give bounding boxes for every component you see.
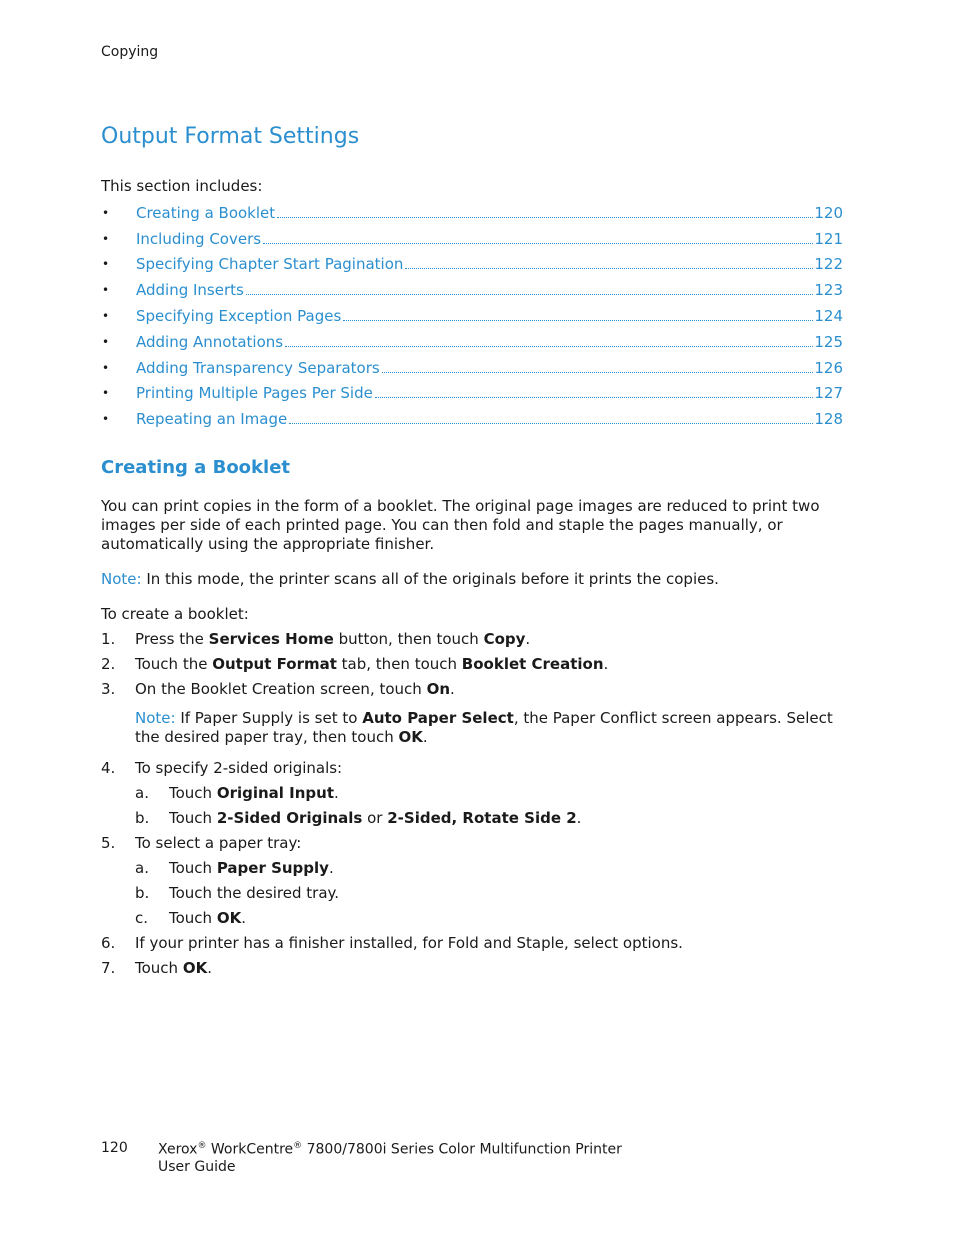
text-run: Touch [169, 909, 217, 927]
step-text [169, 809, 581, 828]
product-name: WorkCentre [206, 1141, 294, 1158]
step-number: 2. [101, 655, 116, 673]
toc-link-creating-a-booklet[interactable] [136, 204, 843, 222]
toc-leader-dots [285, 345, 813, 347]
substep-letter: c. [135, 909, 149, 927]
text-run: . [603, 655, 609, 673]
toc-item-page: 127 [814, 384, 843, 403]
text-run: Touch [169, 784, 217, 802]
note-label: Note: [101, 570, 142, 588]
toc-item-title: Including Covers [136, 229, 262, 248]
substep-letter: b. [135, 884, 150, 902]
intro-paragraph: You can print copies in the form of a booklet. The original page images are reduced to print two images per side of each printed page. You can then fold and staple the pages manually, or automatically using the appropriate finisher. [101, 497, 820, 553]
ui-term: Original Input [216, 784, 335, 802]
toc-link-multiple-pages-per-side[interactable] [136, 384, 843, 402]
ui-term: Output Format [212, 655, 337, 673]
page-title: Output Format Settings [101, 124, 360, 149]
text-run: . [525, 630, 531, 648]
toc-leader-dots [343, 319, 813, 321]
substep-letter: a. [135, 859, 149, 877]
toc-item [101, 355, 843, 381]
bullet: • [102, 334, 110, 349]
toc-item [101, 200, 843, 226]
step-text [169, 909, 246, 928]
toc-item [101, 277, 843, 303]
toc-leader-dots [263, 242, 813, 244]
step-text: To select a paper tray: [135, 834, 302, 852]
step-text [135, 959, 212, 978]
step-number: 3. [101, 680, 116, 698]
toc-leader-dots [382, 371, 814, 373]
toc-item-title: Repeating an Image [136, 410, 288, 429]
step-number: 7. [101, 959, 116, 977]
step-text [135, 680, 455, 699]
toc-link-including-covers[interactable] [136, 230, 843, 248]
ui-term: Services Home [208, 630, 334, 648]
step-text: If your printer has a finisher installed, for Fold and Staple, select options. [135, 934, 683, 952]
substep-letter: b. [135, 809, 150, 827]
model-name: 7800/7800i Series Color Multifunction Printer [302, 1141, 622, 1158]
ui-term: OK [398, 728, 423, 746]
bullet: • [102, 309, 110, 324]
ui-term: 2-Sided, Rotate Side 2 [387, 809, 577, 827]
substep-letter: a. [135, 784, 149, 802]
toc-intro: This section includes: [101, 177, 263, 195]
step-text: Touch the desired tray. [169, 884, 340, 902]
text-run: Press the [135, 630, 209, 648]
brand-name: Xerox [158, 1141, 198, 1158]
text-run: On the Booklet Creation screen, touch [135, 680, 427, 698]
toc-link-exception-pages[interactable] [136, 307, 843, 325]
text-run: Touch [169, 809, 217, 827]
text-run: . [241, 909, 246, 927]
toc-item-title: Creating a Booklet [136, 203, 276, 222]
text-run: button, then touch [333, 630, 484, 648]
note-label: Note: [135, 709, 176, 727]
toc-item-title: Printing Multiple Pages Per Side [136, 384, 373, 403]
section-heading: Creating a Booklet [101, 457, 290, 478]
ui-term: 2-Sided Originals [216, 809, 363, 827]
note-text: In this mode, the printer scans all of the originals before it prints the copies. [141, 570, 719, 588]
ui-term: OK [216, 909, 242, 927]
toc-item-title: Adding Annotations [136, 332, 284, 351]
toc-item [101, 406, 843, 432]
text-run: . [334, 784, 339, 802]
text-run: tab, then touch [336, 655, 462, 673]
running-header: Copying [101, 44, 159, 60]
registered-mark: ® [293, 1141, 303, 1151]
toc-item [101, 252, 843, 278]
footer-guide: User Guide [158, 1158, 236, 1175]
text-run: , the Paper Conflict screen appears. Select the desired paper tray, then touch [135, 709, 833, 746]
bullet: • [102, 231, 110, 246]
toc-item [101, 226, 843, 252]
toc-item-page: 120 [814, 203, 843, 222]
step-number: 5. [101, 834, 116, 852]
bullet: • [102, 283, 110, 298]
step-text [135, 630, 530, 649]
toc-item-page: 123 [814, 281, 843, 300]
toc-leader-dots [405, 267, 813, 269]
ui-term: OK [182, 959, 208, 977]
toc-item [101, 329, 843, 355]
step-text [169, 859, 334, 878]
toc-leader-dots [289, 422, 813, 424]
note-paragraph [101, 570, 846, 589]
toc-link-repeating-an-image[interactable] [136, 410, 843, 428]
toc-link-chapter-start-pagination[interactable] [136, 255, 843, 273]
registered-mark: ® [197, 1141, 207, 1151]
toc-item-page: 125 [814, 332, 843, 351]
toc-leader-dots [277, 216, 813, 218]
text-run: . [450, 680, 455, 698]
ui-term: Auto Paper Select [362, 709, 514, 727]
page-number: 120 [101, 1140, 128, 1156]
toc-list [101, 200, 843, 432]
toc-item-page: 122 [814, 255, 843, 274]
toc-link-adding-annotations[interactable] [136, 333, 843, 351]
step-number: 6. [101, 934, 116, 952]
toc-item-page: 126 [814, 358, 843, 377]
footer-product-line [158, 1138, 622, 1159]
ui-term: Copy [483, 630, 526, 648]
step-number: 4. [101, 759, 116, 777]
text-run: . [207, 959, 212, 977]
text-run: . [422, 728, 428, 746]
step-number: 1. [101, 630, 116, 648]
footer-product [158, 1138, 622, 1176]
toc-item-title: Specifying Exception Pages [136, 307, 342, 326]
ui-term: Booklet Creation [461, 655, 604, 673]
bullet: • [102, 205, 110, 220]
bullet: • [102, 412, 110, 427]
ui-term: Paper Supply [216, 859, 329, 877]
toc-item [101, 303, 843, 329]
text-run: Touch [135, 959, 183, 977]
toc-leader-dots [246, 293, 814, 295]
text-run: or [362, 809, 388, 827]
ui-term: On [426, 680, 450, 698]
step-text [169, 784, 339, 803]
bullet: • [102, 386, 110, 401]
text-run: . [328, 859, 334, 877]
text-run: Touch [169, 859, 217, 877]
toc-item-page: 121 [814, 229, 843, 248]
step-text [135, 655, 608, 674]
text-run: Touch the [135, 655, 213, 673]
toc-link-adding-inserts[interactable] [136, 281, 843, 299]
toc-leader-dots [375, 396, 814, 398]
toc-item-page: 128 [814, 410, 843, 429]
toc-link-transparency-separators[interactable] [136, 359, 843, 377]
toc-item-title: Adding Transparency Separators [136, 358, 380, 377]
toc-item-title: Specifying Chapter Start Pagination [136, 255, 404, 274]
toc-item-page: 124 [814, 307, 843, 326]
step-text: To specify 2-sided originals: [135, 759, 343, 777]
toc-item-title: Adding Inserts [136, 281, 244, 300]
text-run: . [576, 809, 582, 827]
bullet: • [102, 257, 110, 272]
steps-intro: To create a booklet: [101, 605, 249, 623]
step-3-note [135, 709, 840, 747]
text-run: If Paper Supply is set to [175, 709, 363, 727]
toc-item [101, 381, 843, 407]
bullet: • [102, 360, 110, 375]
